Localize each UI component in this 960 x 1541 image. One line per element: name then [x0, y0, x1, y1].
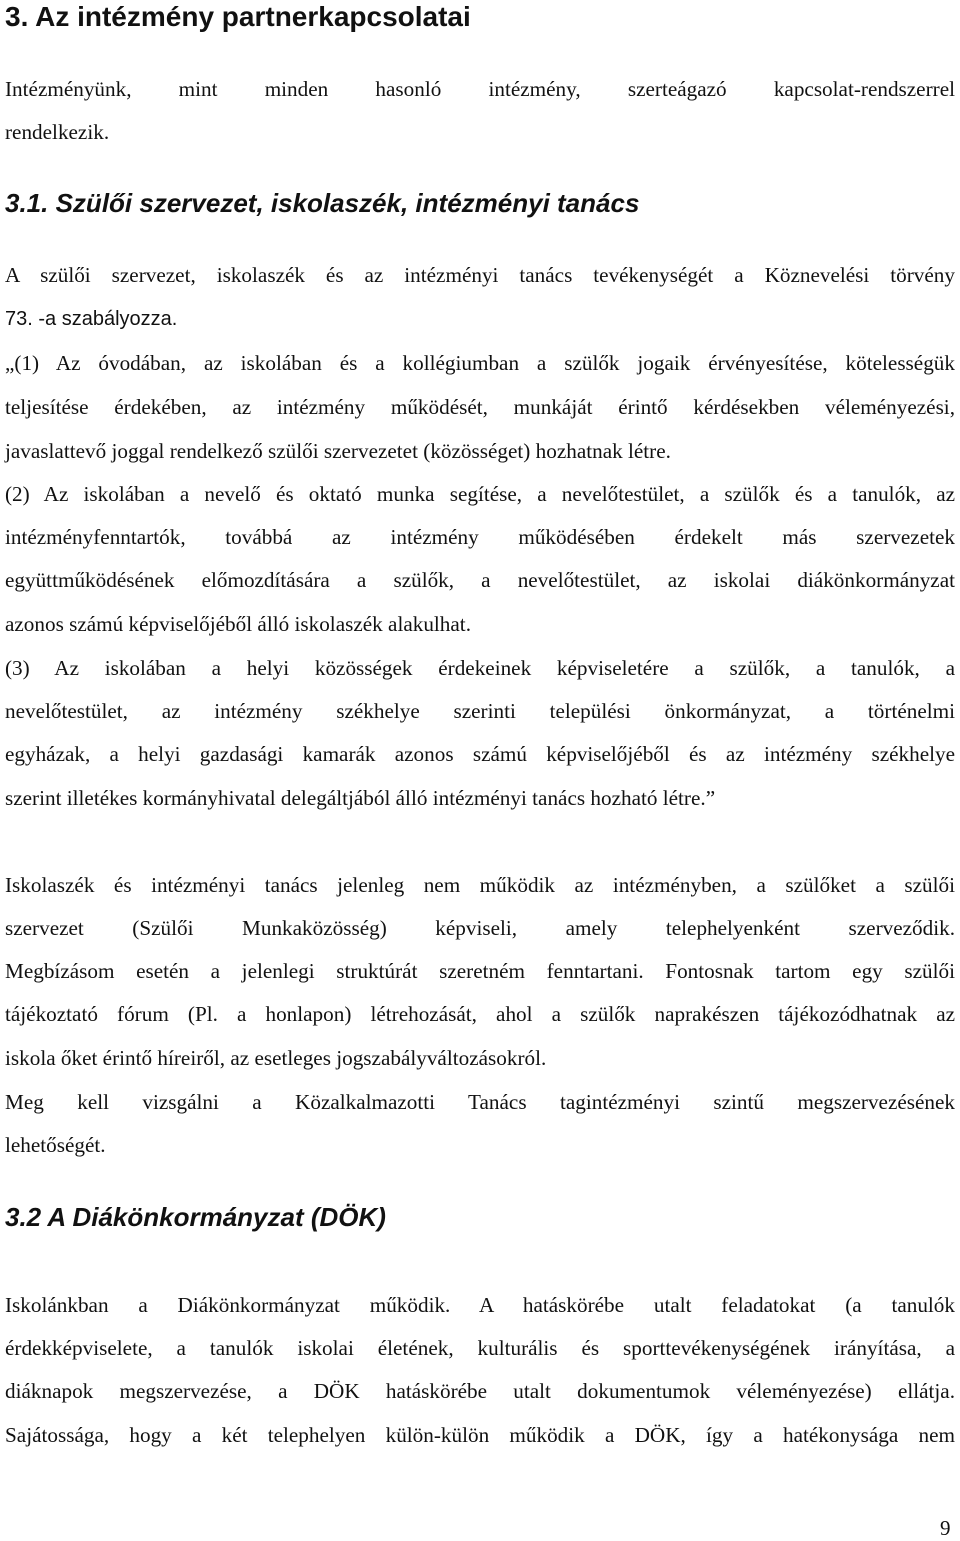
paragraph-line: Iskolaszék és intézményi tanács jelenleg nem működik az intézményben, a szülőket a szülői — [5, 873, 955, 897]
quote-line: intézményfenntartók, továbbá az intézmény működésében érdekelt más szervezetek — [5, 525, 955, 549]
paragraph-line: 73. -a szabályozza. — [5, 308, 178, 330]
quote-line: javaslattevő joggal rendelkező szülői szervezetet (közösséget) hozhatnak létre. — [5, 439, 671, 463]
intro-line: Intézményünk, mint minden hasonló intézmény, szerteágazó kapcsolat-rendszerrel — [5, 77, 955, 101]
paragraph-line: érdekképviselete, a tanulók iskolai életének, kulturális és sporttevékenységének irányítása, a — [5, 1336, 955, 1360]
paragraph-line: Meg kell vizsgálni a Közalkalmazotti Tanács tagintézményi szintű megszervezésének — [5, 1090, 955, 1114]
main-heading: 3. Az intézmény partnerkapcsolatai — [5, 1, 471, 32]
paragraph-line: Sajátossága, hogy a két telephelyen külön-külön működik a DÖK, így a hatékonysága nem — [5, 1423, 955, 1447]
page-number: 9 — [940, 1516, 951, 1540]
quote-line: (2) Az iskolában a nevelő és oktató munka segítése, a nevelőtestület, a szülők és a tanulók, az — [5, 482, 955, 506]
quote-line: azonos számú képviselőjéből álló iskolaszék alakulhat. — [5, 612, 471, 636]
quote-line: egyházak, a helyi gazdasági kamarák azonos számú képviselőjéből és az intézmény székhelye — [5, 742, 955, 766]
quote-line: (3) Az iskolában a helyi közösségek érdekeinek képviseletére a szülők, a tanulók, a — [5, 656, 955, 680]
section-32-heading: 3.2 A Diákönkormányzat (DÖK) — [5, 1202, 386, 1232]
intro-line: rendelkezik. — [5, 120, 110, 144]
quote-line: „(1) Az óvodában, az iskolában és a kollégiumban a szülők jogaik érvényesítése, kötelességük — [5, 351, 955, 375]
quote-line: szerint illetékes kormányhivatal delegáltjából álló intézményi tanács hozható létre.” — [5, 786, 716, 810]
paragraph-line: iskola őket érintő híreiről, az esetleges jogszabályváltozásokról. — [5, 1046, 547, 1070]
quote-line: együttműködésének előmozdítására a szülők, a nevelőtestület, az iskolai diákönkormányzat — [5, 568, 955, 592]
quote-line: nevelőtestület, az intézmény székhelye szerinti települési önkormányzat, a történelmi — [5, 699, 955, 723]
paragraph-line: diáknapok megszervezése, a DÖK hatáskörébe utalt dokumentumok véleményezése) ellátja. — [5, 1379, 955, 1403]
paragraph-line: Megbízásom esetén a jelenlegi struktúrát szeretném fenntartani. Fontosnak tartom egy szülői — [5, 959, 955, 983]
paragraph-line: Iskolánkban a Diákönkormányzat működik. A hatáskörébe utalt feladatokat (a tanulók — [5, 1293, 955, 1317]
paragraph-line: A szülői szervezet, iskolaszék és az intézményi tanács tevékenységét a Köznevelési törvény — [5, 263, 955, 287]
paragraph-line: tájékoztató fórum (Pl. a honlapon) létrehozását, ahol a szülők naprakészen tájékozódhatnak az — [5, 1002, 955, 1026]
paragraph-line: szervezet (Szülői Munkaközösség) képviseli, amely telephelyenként szerveződik. — [5, 916, 955, 940]
quote-line: teljesítése érdekében, az intézmény működését, munkáját érintő kérdésekben véleményezési, — [5, 395, 955, 419]
paragraph-line: lehetőségét. — [5, 1133, 106, 1157]
section-31-heading: 3.1. Szülői szervezet, iskolaszék, intézményi tanács — [5, 188, 640, 218]
